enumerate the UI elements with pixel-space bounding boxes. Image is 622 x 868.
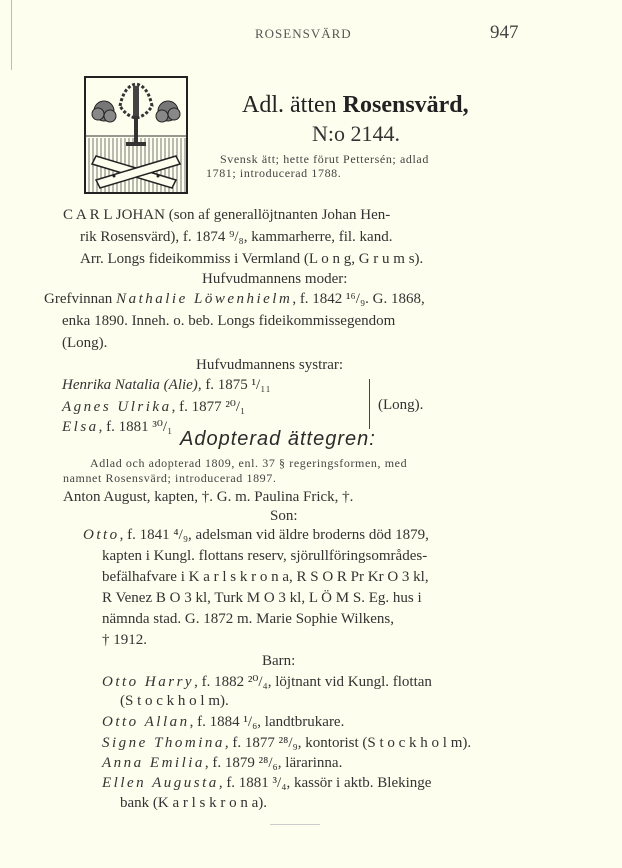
son-name: Otto [83,527,120,543]
child-3 [102,735,471,752]
father-line: Anton August, kapten, †. G. m. Paulina Frick, †. [63,489,354,505]
mother-dates: , f. 1842 ¹⁶/₉. G. 1868, [292,291,425,307]
adopted-intro-line-1: Adlad och adopterad 1809, enl. 37 § regeringsformen, med [90,456,408,470]
sister-dates: , f. 1881 ³⁰/₁ [98,419,173,435]
running-head: ROSENSVÄRD [255,26,352,41]
coat-of-arms-icon [84,76,188,194]
mother-heading: Hufvudmannens moder: [202,271,348,287]
head-line-1: C A R L JOHAN (son af generallöjtnanten Johan Hen- [63,207,391,223]
page-number: 947 [490,22,519,43]
sister-dates: , f. 1875 ¹/₁₁ [197,377,271,393]
sister-name: Elsa [62,419,99,435]
head-line-2: rik Rosensvärd), f. 1874 ⁹/₈, kammarherre, fil. kand. [80,229,393,245]
child-name: Otto Harry [102,674,195,690]
mother-line-2: enka 1890. Inneh. o. beb. Longs fideikommissegendom [62,313,396,329]
page-edge-line [11,0,12,70]
son-text: , f. 1841 ⁴/₉, adelsman vid äldre broderns död 1879, [119,527,429,543]
child-1 [102,672,432,691]
child-name: Anna Emilia [102,755,205,771]
child-2 [102,714,344,731]
section-heading-adopted: Adopterad ättegren: [180,428,376,450]
head-line-3: Arr. Longs fideikommiss i Vermland (L o n g, G r u m s). [80,251,424,267]
child-name: Ellen Augusta [102,775,219,791]
mother-prefix: Grefvinnan [44,291,113,307]
son-line-4: R Venez B O 3 kl, Turk M O 3 kl, L Ö M S. Eg. hus i [102,590,422,606]
child-5-cont: bank (K a r l s k r o n a). [120,795,268,811]
title-prefix: Adl. ätten [242,92,337,118]
child-text: , f. 1877 ²⁸/₉, kontorist (S t o c k h o l m). [224,735,472,751]
child-text: , f. 1881 ³/₄, kassör i aktb. Blekinge [218,775,432,791]
brace-divider [363,379,370,429]
child-1-cont: (S t o c k h o l m). [120,693,229,709]
son-line-6: † 1912. [102,632,147,648]
child-text: , f. 1884 ¹/₆, landtbrukare. [189,714,345,730]
title-family-name: Rosensvärd, [342,92,469,118]
family-title [242,92,469,119]
child-text: , f. 1882 ²⁰/₄, löjtnant vid Kungl. flottan [194,674,432,690]
child-4 [102,755,342,772]
sister-name: Agnes Ulrika [62,399,172,415]
mother-line-1 [44,291,425,308]
son-line-5: nämnda stad. G. 1872 m. Marie Sophie Wilkens, [102,611,394,627]
children-heading: Barn: [262,653,296,669]
son-line-1 [83,527,429,544]
son-heading: Son: [270,508,298,524]
sisters-place: (Long). [378,397,424,413]
child-name: Otto Allan [102,714,190,730]
mother-name: Nathalie Löwenhielm [116,291,293,307]
family-intro-line-1: Svensk ätt; hette förut Pettersén; adlad [220,152,429,166]
sisters-heading: Hufvudmannens systrar: [196,357,344,373]
sister-1 [62,377,271,394]
son-line-2: kapten i Kungl. flottans reserv, sjörullföringsområdes- [102,548,428,564]
footer-rule [270,824,320,825]
child-text: , f. 1879 ²⁸/₆, lärarinna. [204,755,343,771]
son-line-3: befälhafvare i K a r l s k r o n a, R S O R Pr Kr O 3 kl, [102,569,429,585]
sister-dates: , f. 1877 ²⁰/₁ [171,399,246,415]
child-5 [102,775,431,792]
adopted-intro-line-2: namnet Rosensvärd; introducerad 1897. [63,471,277,485]
sister-2 [62,397,245,416]
child-name: Signe Thomina [102,735,225,751]
family-intro-line-2: 1781; introducerad 1788. [206,166,342,180]
family-number: N:o 2144. [312,121,400,146]
sister-name: Henrika Natalia (Alie) [62,377,198,393]
sister-3 [62,417,172,436]
mother-line-3: (Long). [62,335,108,351]
